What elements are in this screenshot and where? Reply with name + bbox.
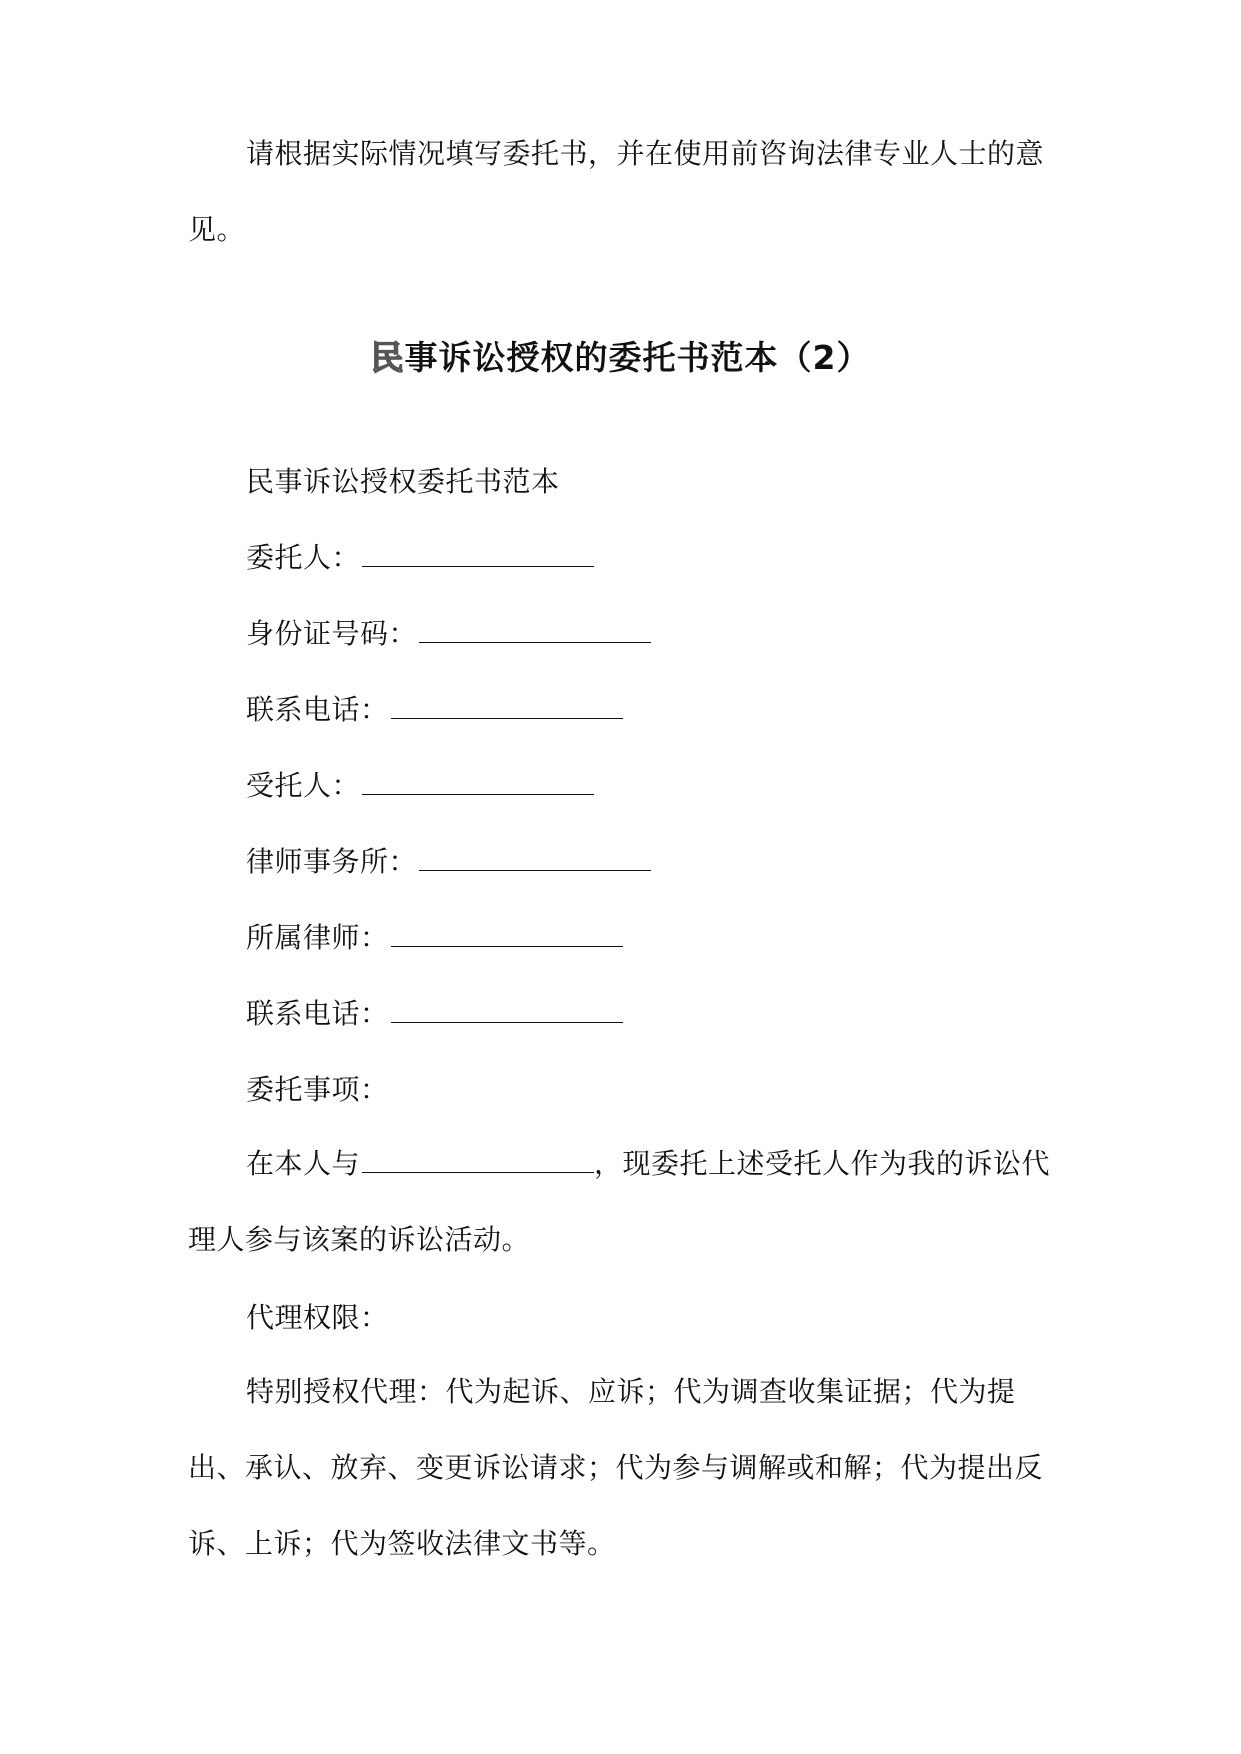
field-agent-phone [246,994,623,1034]
matter-heading: 委托事项： [246,1073,389,1106]
intro-paragraph [188,116,1068,268]
field-blank[interactable] [391,996,623,1023]
field-principal-phone [246,690,623,730]
field-blank[interactable] [362,768,594,795]
field-label: 受托人： [246,769,361,802]
field-label: 律师事务所： [246,845,418,878]
field-blank[interactable] [391,920,623,947]
heading-rest: 事诉讼授权的委托书范本（2） [404,338,871,377]
field-id-number [246,614,651,654]
field-lawyer [246,918,623,958]
scope-paragraph [188,1354,1068,1582]
heading-first-char: 民 [370,338,405,377]
field-label: 所属律师： [246,921,389,954]
field-blank[interactable] [391,692,623,719]
field-label: 身份证号码： [246,617,418,650]
matter-prefix: 在本人与 [246,1147,361,1180]
field-blank[interactable] [362,540,594,567]
field-label: 联系电话： [246,997,389,1030]
field-blank[interactable] [419,844,651,871]
field-blank[interactable] [419,616,651,643]
form-title: 民事诉讼授权委托书范本 [246,465,560,498]
scope-text: 特别授权代理：代为起诉、应诉；代为调查收集证据；代为提出、承认、放弃、变更诉讼请求；代为参与调解或和解；代为提出反诉、上诉；代为签收法律文书等。 [188,1375,1044,1560]
scope-heading: 代理权限： [246,1301,389,1334]
field-principal [246,538,594,578]
intro-text: 请根据实际情况填写委托书，并在使用前咨询法律专业人士的意见。 [188,137,1045,246]
field-label: 委托人： [246,541,361,574]
field-agent [246,766,594,806]
matter-paragraph [188,1126,1068,1278]
matter-suffix: ，现委托上述受托人作为我的诉讼代理人参与该案的诉讼活动。 [188,1147,1051,1256]
field-label: 联系电话： [246,693,389,726]
field-law-firm [246,842,651,882]
section-heading [0,334,1241,382]
matter-blank[interactable] [362,1146,594,1173]
